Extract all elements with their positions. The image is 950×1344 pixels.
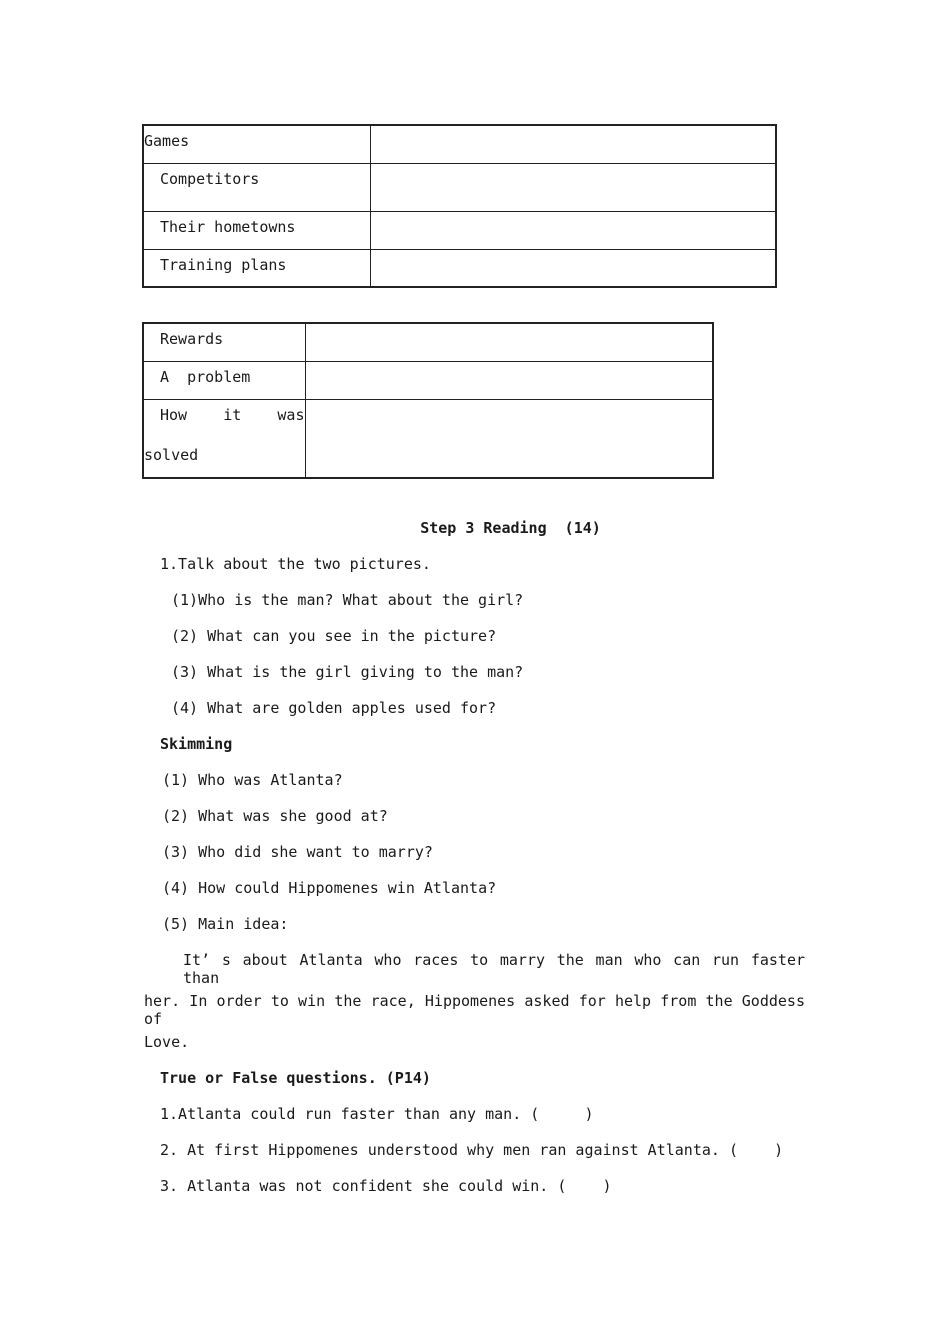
row-label-games: Games — [144, 132, 190, 150]
true-false-question-3: 3. Atlanta was not confident she could win. ( ) — [160, 1177, 612, 1195]
talk-title: 1.Talk about the two pictures. — [160, 555, 431, 573]
table-cell-label — [143, 323, 305, 361]
table-cell-label — [143, 211, 371, 249]
table-row — [143, 163, 776, 211]
table-cell-label — [143, 125, 371, 163]
true-false-title: True or False questions. (P14) — [160, 1069, 431, 1087]
row-label-how-solved-line2: solved — [144, 445, 199, 464]
table-cell-label — [143, 361, 305, 399]
table-cell-label — [143, 249, 371, 287]
skimming-question-1: (1) Who was Atlanta? — [162, 771, 343, 789]
true-false-question-1: 1.Atlanta could run faster than any man. ( ) — [160, 1105, 594, 1123]
row-label-training-plans: Training plans — [160, 255, 287, 274]
table-cell-label — [143, 163, 371, 211]
row-label-how-solved-line1: How it was — [160, 405, 305, 424]
row-label-hometowns: Their hometowns — [160, 217, 296, 236]
skimming-question-2: (2) What was she good at? — [162, 807, 388, 825]
talk-question-1: (1)Who is the man? What about the girl? — [171, 591, 524, 609]
skimming-title: Skimming — [160, 735, 233, 753]
row-label-rewards: Rewards — [160, 330, 224, 348]
table-row — [143, 249, 776, 287]
table-row — [143, 125, 776, 163]
table-cell-value — [371, 125, 777, 163]
table-row — [143, 323, 713, 361]
table-row — [143, 361, 713, 399]
talk-question-3: (3) What is the girl giving to the man? — [171, 663, 524, 681]
table-cell-value — [371, 163, 777, 211]
table-cell-value — [305, 399, 713, 478]
skimming-question-5: (5) Main idea: — [162, 915, 289, 933]
section-heading: Step 3 Reading (14) — [420, 519, 601, 537]
main-idea-line-3: Love. — [144, 1033, 190, 1051]
true-false-question-2: 2. At first Hippomenes understood why men ran against Atlanta. ( ) — [160, 1141, 784, 1159]
row-label-competitors: Competitors — [160, 169, 260, 188]
table-cell-value — [371, 211, 777, 249]
info-table-1 — [142, 124, 777, 288]
table-row — [143, 399, 713, 478]
table-cell-label — [143, 399, 305, 478]
table-cell-value — [305, 361, 713, 399]
main-idea-line-2: her. In order to win the race, Hippomenes asked for help from the Goddess of — [144, 992, 805, 1028]
table-cell-value — [371, 249, 777, 287]
table-row — [143, 211, 776, 249]
skimming-question-3: (3) Who did she want to marry? — [162, 843, 433, 861]
table-cell-value — [305, 323, 713, 361]
main-idea-line-1: It’ s about Atlanta who races to marry the man who can run faster than — [183, 951, 805, 987]
talk-question-2: (2) What can you see in the picture? — [171, 627, 497, 645]
skimming-question-4: (4) How could Hippomenes win Atlanta? — [162, 879, 497, 897]
info-table-2 — [142, 322, 714, 479]
row-label-problem: A problem — [160, 367, 251, 386]
talk-question-4: (4) What are golden apples used for? — [171, 699, 497, 717]
